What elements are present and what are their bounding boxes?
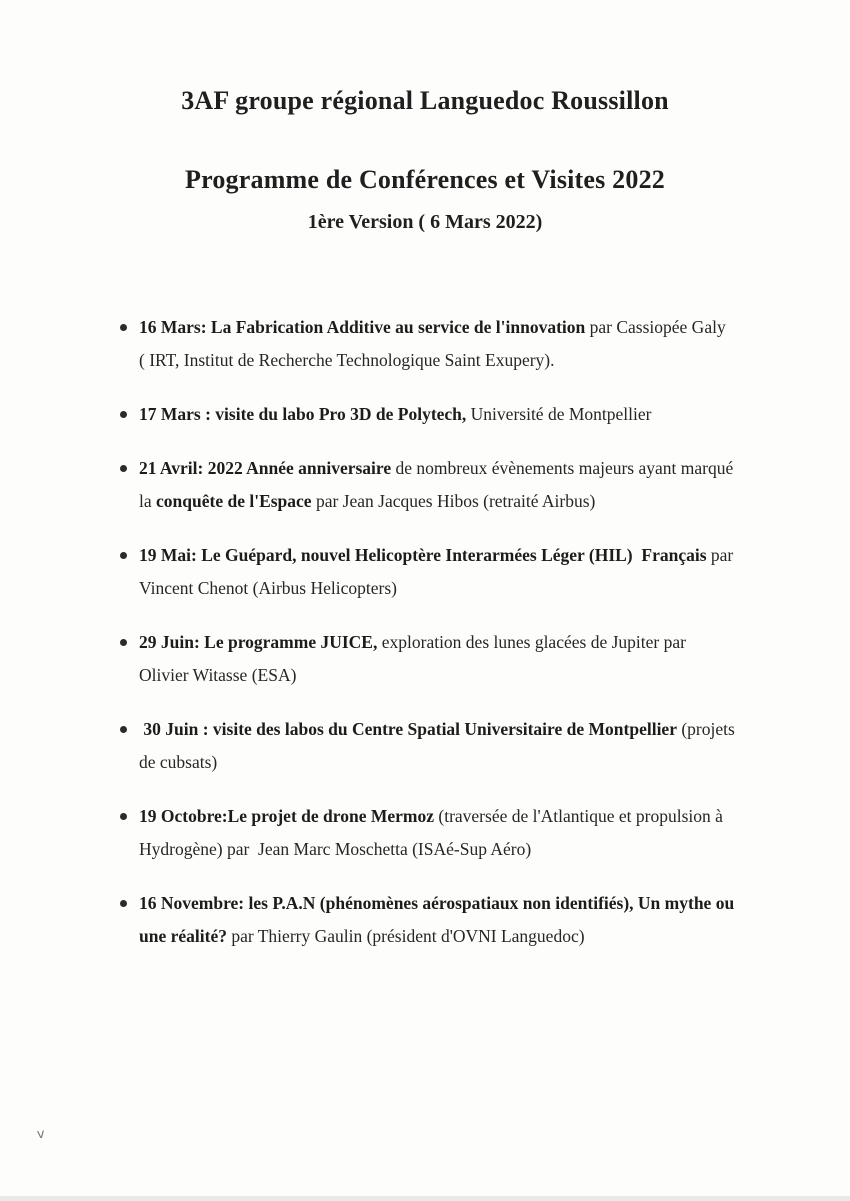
program-title: Programme de Conférences et Visites 2022 — [185, 165, 665, 194]
event-text: 16 Novembre: les P.A.N (phénomènes aérospatiaux non identifiés), Un mythe ou une réalité? par Thierry Gaulin (président d'OVNI Languedoc) — [139, 893, 739, 946]
version-subtitle: 1ère Version ( 6 Mars 2022) — [307, 211, 543, 233]
event-text: 30 Juin : visite des labos du Centre Spatial Universitaire de Montpellier (projets de cubsats) — [139, 719, 740, 772]
bullet-icon — [120, 726, 127, 733]
list-item — [120, 539, 736, 605]
event-text: 17 Mars : visite du labo Pro 3D de Polytech, Université de Montpellier — [139, 404, 652, 424]
bullet-icon — [120, 411, 127, 418]
list-item — [120, 626, 736, 692]
handwritten-mark: v — [36, 1126, 46, 1143]
event-text: 19 Mai: Le Guépard, nouvel Helicoptère Interarmées Léger (HIL) Français par Vincent Chenot (Airbus Helicopters) — [139, 545, 738, 598]
document-title: 3AF groupe régional Languedoc Roussillon — [181, 86, 669, 115]
event-text: 21 Avril: 2022 Année anniversaire de nombreux évènements majeurs ayant marqué la conquête de l'Espace par Jean Jacques Hibos (retraité Airbus) — [139, 458, 738, 511]
event-text: 16 Mars: La Fabrication Additive au service de l'innovation par Cassiopée Galy ( IRT, Institut de Recherche Technologique Saint Exupery). — [139, 317, 735, 370]
list-item — [120, 452, 736, 518]
bullet-icon — [120, 639, 127, 646]
event-text: 19 Octobre:Le projet de drone Mermoz (traversée de l'Atlantique et propulsion à Hydrogène) par Jean Marc Moschetta (ISAé-Sup Aéro) — [139, 806, 728, 859]
list-item — [120, 887, 739, 953]
list-item — [120, 398, 736, 431]
list-item — [120, 800, 736, 866]
bullet-icon — [120, 552, 127, 559]
list-item — [120, 311, 736, 377]
bullet-icon — [120, 813, 127, 820]
bullet-icon — [120, 324, 127, 331]
scan-edge-line — [0, 1196, 850, 1201]
list-item — [120, 713, 740, 779]
bullet-icon — [120, 900, 127, 907]
event-list — [120, 311, 740, 953]
event-text: 29 Juin: Le programme JUICE, exploration des lunes glacées de Jupiter par Olivier Witasse (ESA) — [139, 632, 691, 685]
bullet-icon — [120, 465, 127, 472]
